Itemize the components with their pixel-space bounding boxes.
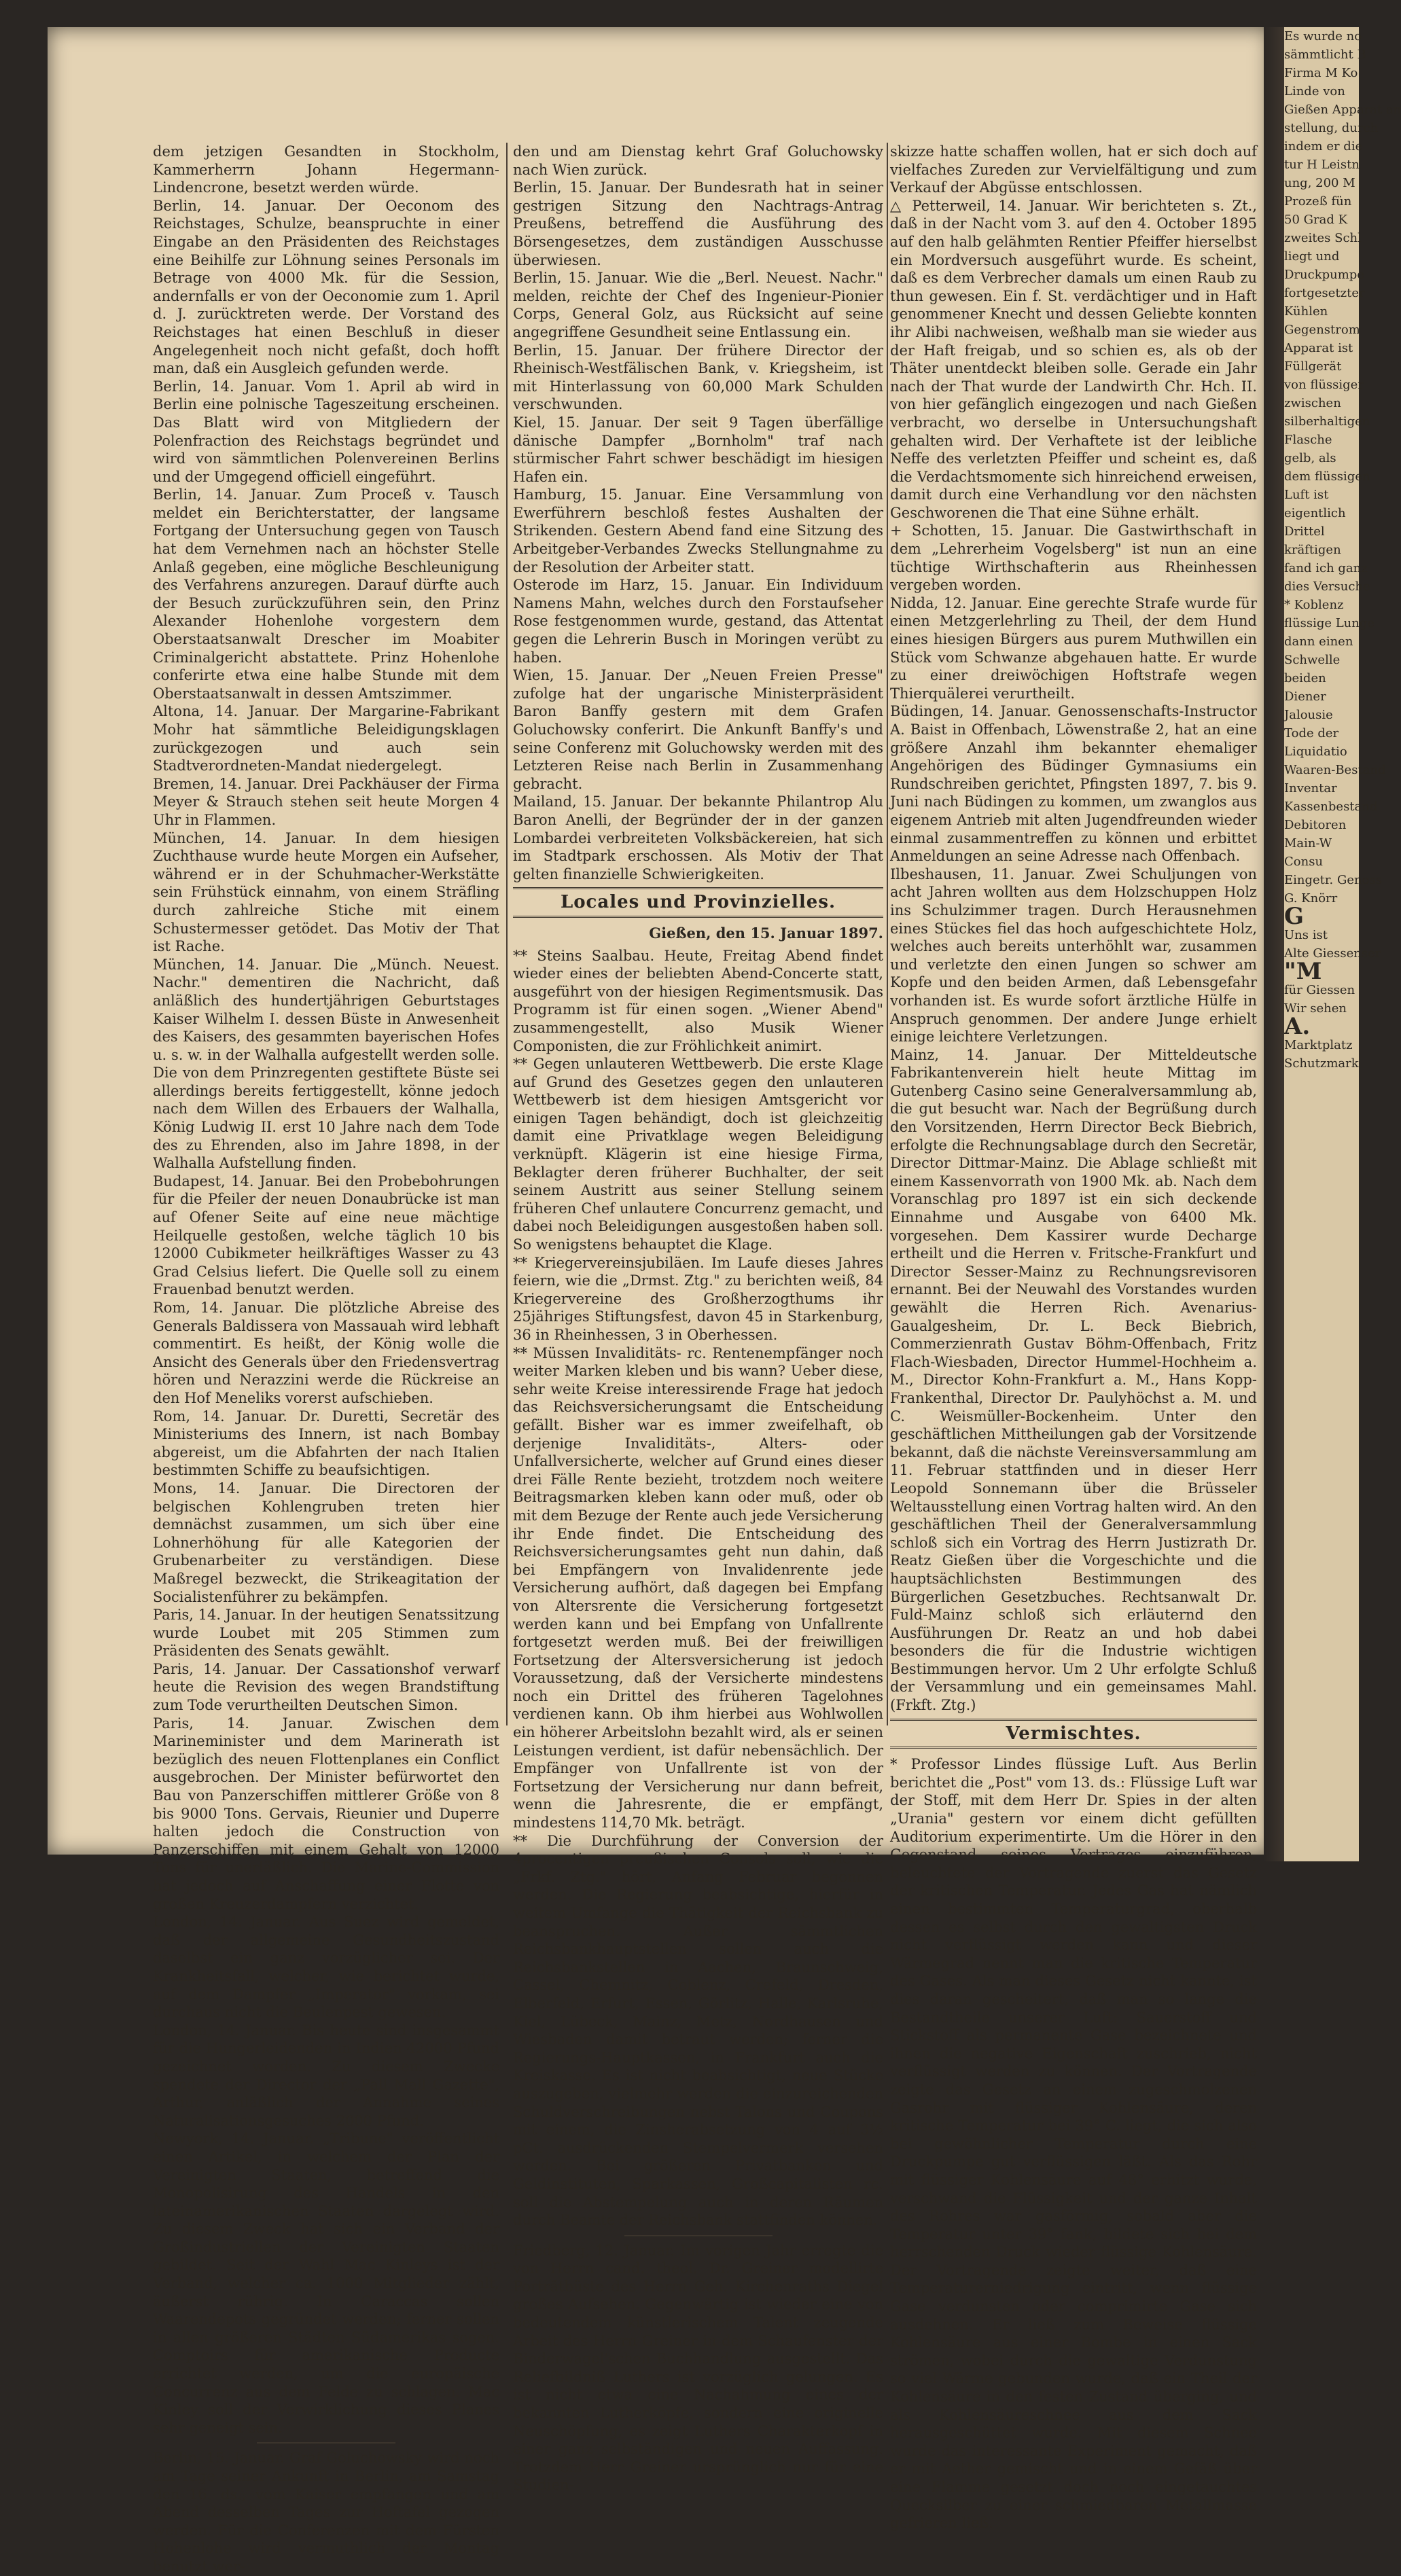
side-text-line: dies Versuche — [1284, 579, 1370, 594]
article: Paris, 14. Januar. Der Cassationshof verwarf heute die Revision des wegen Brandstiftung zum Tode verurtheilten Deutschen Simon. — [153, 1660, 499, 1714]
divider — [624, 2235, 773, 2236]
column-2 — [513, 143, 883, 2494]
article: Berlin, 14. Januar. Zum Proceß v. Tausch meldet ein Berichterstatter, der langsame Fortgang der Untersuchung gegen von Tausch hat dem Vernehmen nach an höchster Stelle Anlaß gegeben, eine mögliche Beschleunigung des Verfahrens anzuregen. Darauf dürfte auch der Besuch zurückzuführen sein, den Prinz Alexander Hohenlohe vorgestern dem Oberstaatsanwalt Drescher im Moabiter Criminalgericht abstattete. Prinz Hohenlohe conferirte etwa eine halbe Stunde mit dem Oberstaatsanwalt in dessen Amtszimmer. — [153, 486, 499, 702]
side-text-line: Gegenstrom — [1284, 323, 1360, 337]
newspaper-page — [48, 27, 1271, 2575]
side-text-line: Liquidatio — [1284, 745, 1347, 759]
side-text-line: 50 Grad K — [1284, 213, 1348, 227]
article: Büdingen, 14. Januar. Genossenschafts-Instructor A. Baist in Offenbach, Löwenstraße 2, hat an eine größere Anzahl ihm bekannter ehemaliger Angehörigen des Büdinger Gymnasiums ein Rundschreiben gerichtet, Pfingsten 1897, 7. bis 9. Juni nach Büdingen zu kommen, um zwanglos aus eigenem Antrieb mit alten Jugendfreunden wieder einmal zusammentreffen zu können und erbittet Anmeldungen an seine Adresse nach Offenbach. — [890, 703, 1257, 865]
article: München, 14. Januar. Die „Münch. Neuest. Nachr." dementiren die Nachricht, daß anläßlich des hundertjährigen Geburtstages Kaiser Wilhelm I. dessen Büste in Anwesenheit des Kaisers, des gesammten bayerischen Hofes u. s. w. in der Walhalla aufgestellt werden solle. Die von dem Prinzregenten gestiftete Büste sei allerdings bereits fertiggestellt, könne jedoch nach dem Willen des Erbauers der Walhalla, König Ludwig II. erst 10 Jahre nach dem Tode des zu Ehrenden, also im Jahre 1898, in der Walhalla Aufstellung finden. — [153, 956, 499, 1172]
side-text-line: Debitoren — [1284, 818, 1347, 832]
side-text-line: dem flüssigen — [1284, 469, 1370, 484]
article: ** Steins Saalbau. Heute, Freitag Abend findet wieder eines der beliebten Abend-Concerte statt, ausgeführt von der hiesigen Regimentsmusik. Das Programm ist für einen sogen. „Wiener Abend" zusammengestellt, also Musik Wiener Componisten, die zur Fröhlichkeit animirt. — [513, 947, 883, 1054]
side-text-line: Kühlen — [1284, 304, 1328, 319]
article: * Professor Lindes flüssige Luft. Aus Berlin berichtet die „Post" vom 13. ds.: Flüssige Luft war der Stoff, mit dem Herr Dr. Spies in der alten „Urania" gestern vor einem dicht gefüllten Auditorium experimentirte. Um die Hörer in den Gegenstand seines Vortrages einzuführen, beleuchtete der Vortragende zuerst das Gesetz der kritischen Temperatur. Jedes Gas hat nämlich einen bestimmten Temperaturgrad, oberhalb dessen es selbst durch den gewaltigsten Druck nicht verflüssigt werden kann und dieser Wärmegrad nennt man die kritische Temperatur des Gases. Als man dieses Gesetz nicht kannte, ist dies daran gescheitert, daß man so lange die Bestandtheile unserer Luft: Sauerstoff und Stickstoff als permanente Gase bezeichnete und ihnen die negative Eigenschaft zuschrieb, nicht verflüssigt werden zu können. Der Vortragende zeigte das Gesetz an einem zugeschmolzenen Gasrohr mit flüssiger Kohlensäure, deren kritische Temperatur bei 39° C. liegt, die sich also bei gewöhnlicher Temperatur durch eine Druckpumpe gut verflüssigen läßt. Als das Rohr mit flüssiger Kohlensäure auf 48° erhitzt wurde, verschwand die Flüssigkeit und der ganze Inhalt des Rohres war gasförmig, sobald aber die Temperatur unter 39° fank, bildete sich bei dem herrschenden Druck wieder flüssige Kohlensäure. Der Vortragende zeigte weiter, daß eine Temperaturerniedrigung eintritt, wenn flüssige Gase verdunsten oder comprimirte Gase sich ausdehnen. Er ließ zum Beweise flüssige Kohlensäure aus einer Bombe in einen Sack strömen, wobei durch die gewaltige Verdunstung so viel Wärme gebunden wurde, daß ein Theil der Kohlensäure in den festen Zustand überging, und als Kohlensäureschnee aus dem Sack herausgeschüttet wurde. Mit diesem Schnee wurde das interessante Experiment gemacht, daß er mit Aether gemischt und in einem Gefäß über eine Flamme gesetzt doch noch eingetauchtes Quecksilber zu einer schmiedbaren Metallmasse gefrieren ließ. — [890, 1756, 1257, 2532]
article: Paris, 14. Januar. In der heutigen Senatssitzung wurde Loubet mit 205 Stimmen zum Präsidenten des Senats gewählt. — [153, 1607, 499, 1660]
side-text-line: Jalousie — [1284, 708, 1333, 722]
side-text-line: indem er die — [1284, 139, 1363, 154]
side-text-line: Es wurde no — [1284, 29, 1362, 43]
article: Ilbeshausen, 11. Januar. Zwei Schuljungen von acht Jahren wollten aus dem Holzschuppen Holz ins Schulzimmer tragen. Durch Herausnehmen eines Stückes fiel das hoch aufgeschichtete Holz, welches auch bereits unterhöhlt war, zusammen und verletzte den einen Jungen so schwer am Kopfe und den beiden Armen, daß Lebensgefahr vorhanden ist. Es wurde sofort ärztliche Hülfe in Anspruch genommen. Der andere Junge erhielt einige leichtere Verletzungen. — [890, 865, 1257, 1045]
article: Paris, 14. Januar. Zwischen dem Marineminister und dem Marinerath ist bezüglich des neuen Flottenplanes ein Conflict ausgebrochen. Der Minister befürwortet den Bau von Panzerschiffen mittlerer Größe von 8 bis 9000 Tons. Gervais, Rieunier und Duperre halten jedoch die Construction von Panzerschiffen mit einem Gehalt von 12000 Tons für unerläßlich. Die Marine-Commission hat jedoch auf Anschaffung einer Flotte von großen Kreuzerdampfern verzichtet. — [153, 1715, 499, 1912]
side-text-line: Waaren-Bestand — [1284, 763, 1386, 777]
article: Rom, 14. Januar. Dr. Duretti, Secretär des Ministeriums des Innern, ist nach Bombay abgereist, um die Abfahrten der nach Italien bestimmten Schiffe zu beaufsichtigen. — [153, 1408, 499, 1479]
dateline: Gießen, den 15. Januar 1897. — [649, 924, 883, 942]
side-text-line: Druckpumpe — [1284, 268, 1364, 282]
side-text-line: Consu — [1284, 855, 1324, 869]
article: London, 14. Januar. Aus Suez wird gemeldet, daß der allgemeine Gesundheitszustand daselbst ein ganz vorzüglicher sei. Der Krankheitsfall, welcher, wie berichtet wurde, auf dem Dampfer „Imperator" vorkam, sei durchaus nicht die Beulenpest gewesen. — [153, 1914, 499, 2021]
article: dem jetzigen Gesandten in Stockholm, Kammerherrn Johann Hegermann-Lindencrone, besetzt werden würde. — [153, 143, 499, 196]
article: △ Petterweil, 14. Januar. Wir berichteten s. Zt., daß in der Nacht vom 3. auf den 4. October 1895 auf den halb gelähmten Rentier Pfeiffer hierselbst ein Mordversuch ausgeführt wurde. Es scheint, daß es dem Verbrecher damals um einen Raub zu thun gewesen. Ein f. St. verdächtiger und in Haft genommener Knecht und dessen Geliebte konnten ihr Alibi nachweisen, weßhalb man sie wieder aus der Haft freigab, und so schien es, als ob der Thäter unentdeckt bleiben solle. Gerade ein Jahr nach der That wurde der Landwirth Chr. Hch. II. von hier gefänglich eingezogen und nach Gießen verbracht, wo derselbe in Untersuchungshaft gehalten wird. Der Verhaftete ist der leibliche Neffe des verletzten Pfeiffer und scheint es, daß die Verdachtsmomente sich hinreichend erweisen, damit durch eine Verhandlung vor den nächsten Geschworenen die That eine Sühne erhält. — [890, 197, 1257, 521]
side-text-line: * Koblenz — [1284, 598, 1344, 612]
article: skizze hatte schaffen wollen, hat er sich doch auf vielfaches Zureden zur Vervielfältigung und zum Verkauf der Abgüsse entschlossen. — [890, 143, 1257, 196]
article: Mailand, 15. Januar. Der bekannte Philantrop Alu Baron Anelli, der Begründer der in der ganzen Lombardei verbreiteten Volksbäckereien, hat sich im Stadtpark erschossen. Als Motiv der That gelten finanzielle Schwierigkeiten. — [513, 793, 883, 882]
side-text-line: A. — [1284, 1013, 1311, 1040]
article: Wien, 15. Januar. Der „Neuen Freien Presse" zufolge hat der ungarische Ministerpräsident Baron Banffy gestern mit dem Grafen Goluchowsky conferirt. Die Ankunft Banffy's und seine Conferenz mit Goluchowsky werden mit des Letzteren Reise nach Berlin in Zusammenhang gebracht. — [513, 667, 883, 792]
side-text-line: stellung, durch — [1284, 121, 1379, 135]
side-text-line: Schwelle — [1284, 653, 1341, 667]
side-text-line: Prozeß fün — [1284, 194, 1352, 209]
article: Berlin, 15. Januar. Der frühere Director der Rheinisch-Westfälischen Bank, v. Kriegsheim, ist mit Hinterlassung von 60,000 Mark Schulden verschwunden. — [513, 342, 883, 413]
side-text-line: Wir sehen — [1284, 1001, 1347, 1016]
side-text-line: Kassenbestand — [1284, 800, 1378, 814]
side-text-line: Alte Giessenser — [1284, 946, 1381, 961]
side-text-line: G — [1284, 903, 1305, 930]
article: ** Kriegervereinsjubiläen. Im Laufe dieses Jahres feiern, wie die „Drmst. Ztg." zu berichten weiß, 84 Kriegervereine des Großherzogthums ihr 25jähriges Stiftungsfest, davon 45 in Starkenburg, 36 in Rheinhessen, 3 in Oberhessen. — [513, 1254, 883, 1343]
side-text-line: Apparat ist — [1284, 341, 1353, 355]
article: Berlin, 15. Januar. Graf Goluchowsky wird noch am Tage seiner Ankunft in Berlin, am Samstag den 16. ds., vom Kaiser empfangen und am Abend desselben Tages zur Hoftafel gezogen werden. Für die Conferenzen mit dem Fürsten Hohenlohe wird vermuthlich der Montag benutzt wer- — [153, 2450, 499, 2575]
article: Berlin, 15. Januar. Der Bundesrath hat in seiner gestrigen Sitzung den Nachtrags-Antrag Preußens, betreffend die Ausführung des Börsengesetzes, dem zuständigen Ausschusse überwiesen. — [513, 179, 883, 268]
column-divider — [506, 143, 508, 1725]
side-text-line: Drittel — [1284, 524, 1325, 539]
column-3 — [890, 143, 1257, 2532]
article: München, 14. Januar. In dem hiesigen Zuchthause wurde heute Morgen ein Aufseher, während er in der Schuhmacher-Werkstätte sein Frühstück einnahm, von einem Sträfling durch zahlreiche Stiche mit einem Schustermesser getödet. Das Motiv der That ist Rache. — [153, 829, 499, 955]
side-text-line: flüssige Lunge — [1284, 616, 1375, 630]
article: Newyork, 14. Januar. „Tribune" veröffentlicht einen Artikel, in welchem der Plan der Vereinigten Staaten, betreffend die Monopolisirung des Handels in den lateinamerikanischen Staaten dargelegt wird. Zu diesem Zweck hat sich ein Verband der Großindustriellen der Vereinigten Staaten gebildet. Seit der Wahl Mac Kinleys ist der Verband, welcher ca. 1000 Mitglieder zählt, äußerst rührig. In Caraccas sollen Waarendepots gegründet werden; ferner sollen in allen größeren Städten Südamerikas sogen. Comptoirs für amerikanische Producte errichtet werden, um die europäische Concurrenz aus dem Felde zu schlagen. Mac Kinley soll der Verwirklichung dieses Planes sehr geneigt sein. — [153, 2130, 499, 2436]
side-text-line: von flüssiger — [1284, 378, 1364, 392]
side-text-line: Gießen Apparat an — [1284, 103, 1401, 117]
side-text-line: tur H Leistn — [1284, 158, 1360, 172]
article: Altona, 14. Januar. Der Margarine-Fabrikant Mohr hat sämmtliche Beleidigungsklagen zurückgezogen und auch sein Stadtverordneten-Mandat niedergelegt. — [153, 703, 499, 774]
page-gutter-shadow — [1264, 27, 1284, 1861]
article: Nidda, 12. Januar. Eine gerechte Strafe wurde für einen Metzgerlehrling zu Theil, der dem Hund eines hiesigen Bürgers aus purem Muthwillen ein Stück vom Schwanze abgehauen hatte. Er wurde zu einer dreiwöchigen Hoftstrafe wegen Thierquälerei verurtheilt. — [890, 594, 1257, 702]
side-text-line: zweites Schl — [1284, 231, 1362, 245]
side-text-line: "M — [1284, 958, 1322, 985]
article: Mons, 14. Januar. Die Directoren der belgischen Kohlengruben treten hier demnächst zusammen, um sich über eine Lohnerhöhung für alle Kategorien der Grubenarbeiter zu verständigen. Diese Maßregel bezweckt, die Strikeagitation der Socialistenführer zu bekämpfen. — [153, 1480, 499, 1605]
column-1 — [153, 143, 499, 2575]
article: Budapest, 14. Januar. Bei den Probebohrungen für die Pfeiler der neuen Donaubrücke ist man auf Ofener Seite auf eine neue mächtige Heilquelle gestoßen, welche täglich 10 bis 12000 Cubikmeter heilkräftiges Wasser zu 43 Grad Celsius liefert. Die Quelle soll zu einem Frauenbad benutzt werden. — [153, 1173, 499, 1298]
article: Bremen, 14. Januar. Drei Packhäuser der Firma Meyer & Strauch stehen seit heute Morgen 4 Uhr in Flammen. — [153, 775, 499, 828]
side-text-line: Tode der — [1284, 726, 1339, 740]
article: ** Müssen Invaliditäts- rc. Rentenempfänger noch weiter Marken kleben und bis wann? Ueber diese, sehr weite Kreise interessirende Frage hat jedoch das Reichsversicherungsamt die Entscheidung gefällt. Bisher war es immer zweifelhaft, ob derjenige Invaliditäts-, Alters- oder Unfallversicherte, welcher auf Grund eines dieser drei Fälle Rente bezieht, trotzdem noch weitere Beitragsmarken kleben kann oder muß, oder ob mit dem Bezuge der Rente auch jede Versicherung ihr Ende findet. Die Entscheidung des Reichsversicherungsamtes geht nun dahin, daß bei Empfängern von Invalidenrente jede Versicherung aufhört, daß dagegen bei Empfang von Altersrente die Versicherung fortgesetzt werden kann und bei Empfang von Unfallrente fortgesetzt werden muß. Bei der freiwilligen Fortsetzung der Altersversicherung ist jedoch Voraussetzung, daß der Versicherte mindestens noch ein Drittel des früheren Tagelohnes verdienen kann. Ob ihm hierbei aus Wohlwollen ein höherer Arbeitslohn bezahlt wird, als er seinen Leistungen verdient, ist dafür nebensächlich. Der Empfänger von Unfallrente ist von der Fortsetzung der Versicherung nur dann befreit, wenn die Jahresrente, die er empfängt, mindestens 114,70 Mk. beträgt. — [513, 1344, 883, 1831]
side-text-line: gelb, als — [1284, 451, 1336, 465]
article: Mainz, 14. Januar. Der Mitteldeutsche Fabrikantenverein hielt heute Mittag im Gutenberg Casino seine Generalversammlung ab, die gut besucht war. Nach der Begrüßung durch den Vorsitzenden, Herrn Director Beck Biebrich, erfolgte die Rechnungsablage durch den Secretär, Director Dittmar-Mainz. Die Ablage schließt mit einem Kassenvorrath von 1900 Mk. ab. Nach dem Voranschlag pro 1897 ist ein sich deckende Einnahme und Ausgabe von 6400 Mk. vorgesehen. Dem Kassirer wurde Decharge ertheilt und die Herren v. Fritsche-Frankfurt und Director Sesser-Mainz zu Rechnungsrevisoren ernannt. Bei der Neuwahl des Vorstandes wurden gewählt die Herren Rich. Avenarius-Gaualgesheim, Dr. L. Beck Biebrich, Commerzienrath Gustav Böhm-Offenbach, Fritz Flach-Wiesbaden, Director Hummel-Hochheim a. M., Director Kohn-Frankfurt a. M., Hans Kopp-Frankenthal, Director Dr. Paulyhöchst a. M. und C. Weismüller-Bockenheim. Unter den geschäftlichen Mittheilungen gab der Vorsitzende bekannt, daß die nächste Vereinsversammlung am 11. Februar stattfinden und in dieser Herr Leopold Sonnemann über die Brüsseler Weltausstellung einen Vortrag halten wird. An den geschäftlichen Theil der Generalversammlung schloß sich ein Vortrag des Herrn Justizrath Dr. Reatz Gießen über die Vorgeschichte und die hauptsächlichsten Bestimmungen des Bürgerlichen Gesetzbuches. Rechtsanwalt Dr. Fuld-Mainz schloß sich erläuternd den Ausführungen Dr. Reatz an und hob dabei besonders die für die Industrie wichtigen Bestimmungen hervor. Um 2 Uhr erfolgte Schluß der Versammlung und ein gemeinsames Mahl. (Frkft. Ztg.) — [890, 1046, 1257, 1714]
next-page-text — [1284, 27, 1401, 1073]
side-text-line: Uns ist — [1284, 928, 1328, 942]
side-text-line: G. Knörr — [1284, 891, 1338, 906]
article: + Schotten, 15. Januar. Die Gastwirthschaft in dem „Lehrerheim Vogelsberg" ist nun an eine tüchtige Wirthschafterin aus Rheinhessen vergeben worden. — [890, 522, 1257, 594]
article: den und am Dienstag kehrt Graf Goluchowsky nach Wien zurück. — [513, 143, 883, 178]
side-text-line: dann einen — [1284, 634, 1353, 649]
section-heading-vermischtes: Vermischtes. — [890, 1719, 1257, 1749]
side-text-line: Inventar — [1284, 781, 1337, 795]
side-text-line: eigentlich — [1284, 506, 1346, 520]
side-text-line: Main-W — [1284, 836, 1332, 851]
side-text-line: Schutzmark — [1284, 1056, 1359, 1071]
article: Rom, 14. Januar. Die plötzliche Abreise des Generals Baldissera von Massauah wird lebhaft commentirt. Es heißt, der König wolle die Ansicht des Generals über den Friedensvertrag hören und Nerazzini werde die Rückreise an den Hof Meneliks vorerst aufschieben. — [153, 1300, 499, 1406]
article: ** Gegen unlauteren Wettbewerb. Die erste Klage auf Grund des Gesetzes gegen den unlauteren Wettbewerb ist dem hiesigen Amtsgericht vor einigen Tagen behändigt, doch ist gleichzeitig damit eine Privatklage wegen Beleidigung verknüpft. Klägerin ist eine hiesige Firma, Beklagter deren früherer Buchhalter, der seit seinem Austritt aus seiner Stellung seinem früheren Chef unlautere Concurrenz gemacht, und dabei noch Beleidigungen ausgestoßen haben soll. So wenigstens behauptet die Klage. — [513, 1056, 883, 1253]
side-text-line: fand ich ganz — [1284, 561, 1368, 575]
article: Friedberg, 12. Januar. Im vorigen Jahr erregte die von Herrn cand. theol. Dr. Greiner modellirte Porträtbüste des Herrn Geh. Kirchenraths Diegel großes Aufsehen. Gegenwärtig ist wieder eine von bedeutendem künstlerischem Talent zeugende Arbeit des Herrn Greiner in dem Schaufenster der Binderwagel'schen Buchhandlung ausgestellt. Das Reliefbildniß Luthers ist vorzüglich gelungen. Es ist nicht etwa eine Nachahmung eines der bekannten Lutherköpfe, sondern eine originelle Neuschöpfung, es zeigt Luthers Charakterkopf in einer ganz selbständigen und neuen Auffassung. Trotzdem Herr Greiner ursprünglich nur für eine Studien- — [513, 2242, 883, 2494]
article: London, 14. Januar. Bis heute sind insgesammt für die Hungerleidenden in Indien 42000 Pfund gezeichnet worden. Zu diesem Zwecke spendete der Director der „Pall Mall Gazette", Arthur, anläßlich der Annahme seines Naturalisationsgesuches 2000 Pfund. — [153, 2022, 499, 2129]
article: Berlin, 14. Januar. Der Oeconom des Reichstages, Schulze, beanspruchte in einer Eingabe an den Präsidenten des Reichstages eine Beihilfe zur Löhnung seines Personals im Betrage von 4000 Mk. für die Session, andernfalls er von der Oeconomie zum 1. April d. J. zurücktreten werde. Der Vorstand des Reichstages hat einen Beschluß in dieser Angelegenheit noch nicht gefaßt, doch hofft man, daß ein Ausgleich gefunden werde. — [153, 197, 499, 377]
side-text-line: silberhaltigen — [1284, 414, 1370, 429]
section-heading-locales: Locales und Provinzielles. — [513, 887, 883, 918]
article: Kiel, 15. Januar. Der seit 9 Tagen überfällige dänische Dampfer „Bornholm" traf nach stürmischer Fahrt schwer beschädigt im hiesigen Hafen ein. — [513, 414, 883, 485]
side-text-line: Diener — [1284, 690, 1326, 704]
side-text-line: Firma M Ko — [1284, 66, 1358, 80]
side-text-line: Flasche — [1284, 433, 1332, 447]
article: ** Die Durchführung der Conversion der 4procentigen preußischen Consols soll, wie die „Frkf. Ztg." hört, Anfang Februar begonnen werden. Die Regierung beabsichtige, hierfür in weitem Umfange die Thätigkeit der Reichsbank zu beanspruchen. Außer sämmtlichen Reichsbankhauptstellen sollen auch die Reichsbankstellen in Aachen, Braunschweig, Cassel, Chemnitz, Coblenz, Crefeld, Dresden, Elberfeld, Erfurt, Essen, Görlitz, Halle, Karlsruhe, Kiel, Lübeck, Mainz, Metz, Nordhausen und Wiesbaden damit betraut werden; ferner die Regierungs-Hauptkassen, in Frankfurt auch die Kreiskasse. Es ist nicht beabsichtigt, neue Stücke auszugeben, vielmehr werden die einzureichenden Schuldverschreibungen nebst Talons und Coupons mit einem, die Zinsherabsetzung von 4 auf 3½ pCt. ausdrückenden Stempelvermerk versehen werden. Bei größeren Privatbanken und Geldinstituten, Sparkassen, Großcapitalisten rc. soll die Abstempelung auch in deren Räumen durch Beamte der Reichsbank stattfinden können. — [513, 1832, 883, 2229]
side-text-line: beiden — [1284, 671, 1326, 685]
divider — [257, 2442, 395, 2444]
column-divider — [887, 143, 888, 1725]
side-text-line: Luft ist — [1284, 488, 1329, 502]
side-text-line: kräftigen — [1284, 543, 1341, 557]
next-page-edge — [1284, 27, 1401, 1861]
side-text-line: zwischen — [1284, 396, 1341, 410]
side-text-line: Füllgerät — [1284, 359, 1342, 374]
article: Berlin, 15. Januar. Wie die „Berl. Neuest. Nachr." melden, reichte der Chef des Ingenieur-Pionier Corps, General Golz, aus Rücksicht auf seine angegriffene Gesundheit seine Entlassung ein. — [513, 270, 883, 340]
side-text-line: fortgesetzter — [1284, 286, 1365, 300]
side-text-line: für Giessen — [1284, 983, 1355, 997]
article: Osterode im Harz, 15. Januar. Ein Individuum Namens Mahn, welches durch den Forstaufseher Rose festgenommen wurde, gestand, das Attentat gegen die Lehrerin Busch in Moringen verübt zu haben. — [513, 577, 883, 666]
side-text-line: Linde von — [1284, 84, 1345, 99]
side-text-line: ung, 200 M — [1284, 176, 1355, 190]
side-text-line: Marktplatz — [1284, 1038, 1353, 1052]
side-text-line: liegt und — [1284, 249, 1340, 264]
side-text-line: sämmtlicht B — [1284, 48, 1366, 62]
article: Hamburg, 15. Januar. Eine Versammlung von Ewerführern beschloß festes Aushalten der Strikenden. Gestern Abend fand eine Sitzung des Arbeitgeber-Verbandes Zwecks Stellungnahme zu der Resolution der Arbeiter statt. — [513, 486, 883, 575]
side-text-line: Eingetr. Genoss — [1284, 873, 1382, 887]
article: Berlin, 14. Januar. Vom 1. April ab wird in Berlin eine polnische Tageszeitung erscheinen. Das Blatt wird von Mitgliedern der Polenfraction des Reichstags begründet und wird von sämmtlichen Polenvereinen Berlins und der Umgegend officiell eingeführt. — [153, 378, 499, 485]
